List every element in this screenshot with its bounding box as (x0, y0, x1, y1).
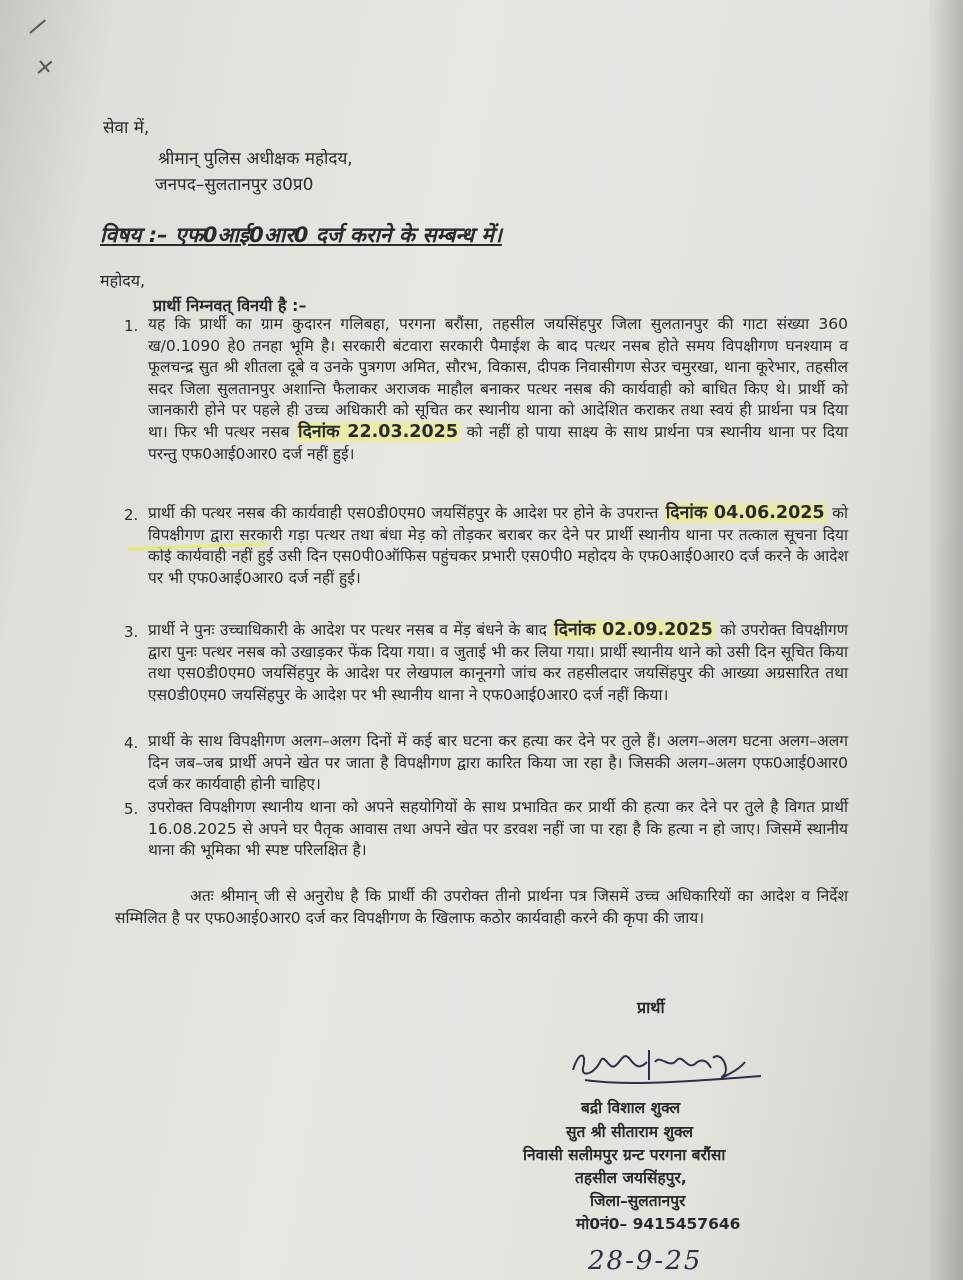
point-number: 4. (124, 734, 139, 752)
point-1-text (148, 314, 848, 465)
address-officer: श्रीमान् पुलिस अधीक्षक महोदय, (158, 149, 353, 169)
point-text: प्रार्थी ने पुनः उच्चाधिकारी के आदेश पर पत्थर नसब व मेंड़ बंधने के बाद (148, 621, 547, 639)
signatory-father: सुत श्री सीताराम शुक्ल (566, 1123, 693, 1141)
applicant-label: प्रार्थी (637, 998, 665, 1017)
handwritten-date: 28-9-25 (588, 1246, 703, 1276)
point-number: 5. (124, 800, 139, 818)
page-fold-shadow (930, 0, 963, 1280)
point-4-text (148, 731, 848, 796)
intro-line: प्रार्थी निम्नवत् विनयी है :– (153, 296, 307, 315)
signatory-district: जिला–सुलतानपुर (590, 1192, 686, 1210)
subject-line: विषय :– एफ0आई0आर0 दर्ज कराने के सम्बन्ध में। (100, 223, 502, 247)
point-5-text (148, 797, 848, 862)
salutation: महोदय, (100, 271, 146, 290)
point-text: प्रार्थी की पत्थर नसब की कार्यवाही एस0डी0एम0 जयसिंहपुर के आदेश पर होने के उपरान्त (148, 504, 659, 522)
point-text: प्रार्थी के साथ विपक्षीगण अलग–अलग दिनों में कई बार घटना कर हत्या कर देने पर तुले हैं। अलग–अलग घटना अलग–अलग दिन जब–जब प्रार्थी अपने खेत पर जाता है विपक्षीगण द्वारा कारित किया जा रहा है। जिसकी अलग–अलग एफ0आई0आर0 दर्ज कर कार्यवाही होनी चाहिए। (148, 732, 848, 794)
address-to: सेवा में, (103, 118, 150, 138)
point-number: 1. (124, 317, 139, 335)
point-text: को विपक्षीगण द्वारा सरकारी गड़ा पत्थर तथा बंधा मेड़ को तोड़कर बराबर कर देने पर प्रार्थी स्थानीय थाना पर तत्काल सूचना दिया कोई कार्यवाही नहीं हुई उसी दिन एस0पी0ऑफिस पहुंचकर प्रभारी एस0पी0 महोदय के एफ0आई0आर0 दर्ज करने के आदेश पर भी एफ0आई0आर0 दर्ज नहीं हुई। (148, 504, 848, 587)
point-text: उपरोक्त विपक्षीगण स्थानीय थाना को अपने सहयोगियों के साथ प्रभावित कर प्रार्थी की हत्या कर देने पर तुले है विगत प्रार्थी 16.08.2025 से अपने घर पैतृक आवास तथा अपने खेत पर डरवश नहीं जा पा रहा है कि हत्या न हो जाए। जिसमें स्थानीय थाना की भूमिका भी स्पष्ट परिलक्षित है। (148, 798, 848, 860)
highlighted-date: दिनांक 04.06.2025 (665, 503, 825, 523)
point-text: यह कि प्रार्थी का ग्राम कुदारन गलिबहा, परगना बरौंसा, तहसील जयसिंहपुर जिला सुलतानपुर की गाटा संख्या 360 ख/0.1090 हे0 तनहा भूमि है। सरकारी बंटवारा सरकारी पैमाईश के बाद पत्थर नसब होते समय विपक्षीगण घनश्याम व फूलचन्द्र सुत श्री शीतला दूबे व उनके पुत्रगण अमित, सौरभ, विकास, दीपक निवासीगण सेउर चमुरखा, थाना कूरेभार, तहसील सदर जिला सुलतानपुर अशान्ति फैलाकर अराजक माहौल बनाकर पत्थर नसब की कार्यवाही को बाधित किए थे। प्रार्थी को जानकारी होने पर पहले ही उच्च अधिकारी को सूचित कर स्थानीय थाना को आदेशित कराकर तथा स्वयं ही प्रार्थना पत्र दिया था। फिर भी पत्थर नसब (148, 315, 848, 441)
point-3-text (148, 620, 848, 706)
signatory-mobile: मो0नं0– 9415457646 (576, 1215, 741, 1233)
signatory-tehsil: तहसील जयसिंहपुर, (575, 1169, 687, 1187)
signatory-residence: निवासी सलीमपुर ग्रन्ट परगना बरौंसा (523, 1146, 726, 1164)
address-district: जनपद–सुलतानपुर उ0प्र0 (155, 175, 314, 195)
highlighted-date: दिनांक 22.03.2025 (298, 421, 458, 442)
point-2-text (148, 503, 848, 589)
point-text: को उपरोक्त विपक्षीगण द्वारा पुनः पत्थर नसब को उखाड़कर फेंक दिया गया। व जुताई भी कर लिया गया। प्रार्थी स्थानीय थाने को उसी दिन सूचित किया तथा एस0डी0एम0 जयसिंहपुर के आदेश पर लेखपाल कानूनगो जांच कर तहसीलदार जयसिंहपुर की आख्या अग्रसारित तथा एस0डी0एम0 जयसिंहपुर के आदेश पर भी स्थानीय थाना ने एफ0आई0आर0 दर्ज नहीं किया। (148, 621, 848, 704)
handwritten-signature (565, 1040, 765, 1090)
point-text: को नहीं हो पाया साक्ष्य के साथ प्रार्थना पत्र स्थानीय थाना पर दिया परन्तु एफ0आई0आर0 दर्ज नहीं हुई। (148, 422, 849, 463)
signatory-name: बद्री विशाल शुक्ल (581, 1099, 681, 1117)
pen-mark (29, 19, 46, 33)
point-number: 3. (124, 623, 139, 641)
point-number: 2. (124, 506, 139, 524)
highlighted-date: दिनांक 02.09.2025 (554, 620, 713, 640)
closing-paragraph: अतः श्रीमान् जी से अनुरोध है कि प्रार्थी की उपरोक्त तीनो प्रार्थना पत्र जिसमें उच्च अधिकारियों का आदेश व निर्देश सम्मिलित है पर एफ0आई0आर0 दर्ज कर विपक्षीगण के खिलाफ कठोर कार्यवाही करने की कृपा की जाय। (115, 887, 848, 927)
